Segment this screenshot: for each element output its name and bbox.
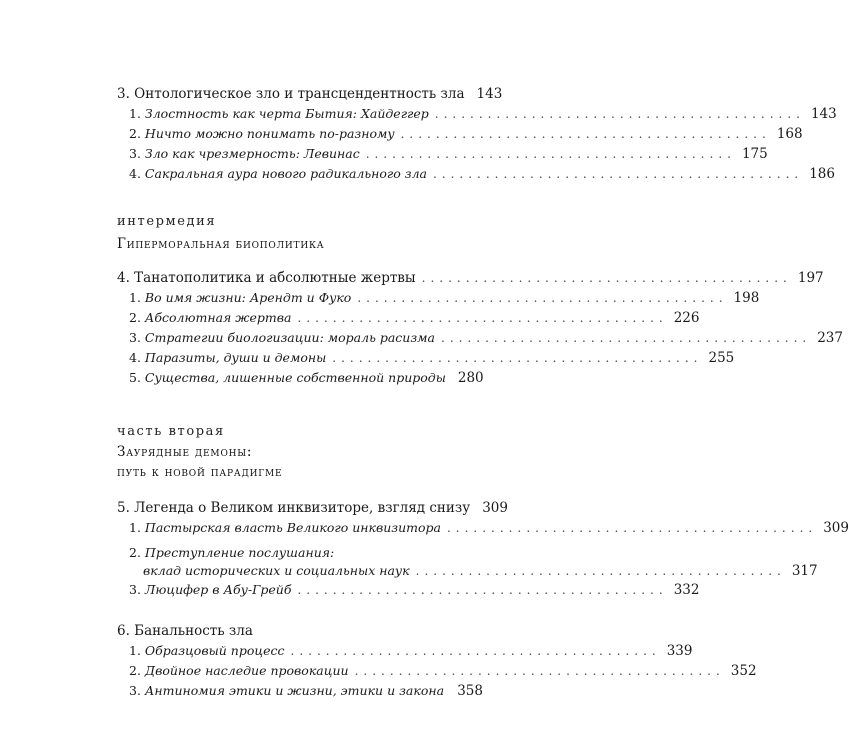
page-number: 309: [482, 500, 508, 516]
toc-entry-section[interactable]: [129, 290, 760, 310]
entry-title: 1. Злостность как черта Бытия: Хайдеггер: [129, 106, 429, 121]
toc-entry-section[interactable]: [129, 520, 849, 540]
page-number: 143: [476, 86, 503, 102]
entry-title-continued: вклад исторических и социальных наук: [143, 563, 410, 578]
interlude-title: Гиперморальная биополитика: [117, 236, 325, 252]
toc-entry-section[interactable]: [129, 582, 700, 602]
toc-entry-section[interactable]: [129, 663, 757, 683]
interlude-label: интермедия: [117, 214, 217, 229]
toc-entry-section[interactable]: [129, 126, 803, 146]
leader-dots: ..........................................: [432, 167, 804, 181]
leader-dots: ..........................................: [434, 107, 805, 121]
leader-dots: [450, 684, 451, 698]
leader-dots: ..........................................: [297, 583, 668, 597]
page-number: 198: [733, 290, 760, 306]
page-number: 317: [791, 563, 818, 579]
toc-entry-chapter[interactable]: [117, 623, 483, 643]
page-number: 280: [457, 370, 484, 386]
toc-entry-section[interactable]: [129, 683, 483, 703]
toc-entry-section-line1[interactable]: [129, 545, 483, 563]
toc-entry-section[interactable]: [129, 330, 843, 350]
entry-title: 1. Образцовый процесс: [129, 643, 285, 658]
entry-title: 3. Антиномия этики и жизни, этики и закона: [129, 683, 445, 698]
toc-entry-section[interactable]: [129, 310, 700, 330]
entry-title: 1. Пастырская власть Великого инквизитора: [129, 520, 441, 535]
leader-dots: ..........................................: [365, 147, 736, 161]
entry-title: 3. Зло как чрезмерность: Левинас: [129, 146, 360, 161]
entry-title: 2. Ничто можно понимать по-разному: [129, 126, 395, 141]
entry-title: 5. Легенда о Великом инквизиторе, взгляд снизу: [117, 500, 471, 516]
part-label: часть вторая: [117, 424, 225, 439]
entry-title: 5. Существа, лишенные собственной природы: [129, 370, 446, 385]
page-number: 309: [823, 520, 849, 536]
entry-title: 2. Двойное наследие провокации: [129, 663, 349, 678]
entry-title: 2. Абсолютная жертва: [129, 310, 292, 325]
leader-dots: ..........................................: [357, 291, 728, 305]
toc-entry-section[interactable]: [129, 166, 835, 186]
toc-entry-section-line2[interactable]: [143, 563, 818, 583]
leader-dots: ..........................................: [297, 311, 668, 325]
leader-dots: ..........................................: [441, 331, 812, 345]
page-number: 143: [810, 106, 837, 122]
entry-title: 4. Танатополитика и абсолютные жертвы: [117, 270, 416, 286]
toc-entry-chapter[interactable]: [117, 270, 824, 290]
entry-title: 4. Сакральная аура нового радикального зла: [129, 166, 427, 181]
page-number: 255: [708, 350, 735, 366]
leader-dots: ..........................................: [332, 351, 703, 365]
page-number: 175: [741, 146, 768, 162]
entry-title: 1. Во имя жизни: Арендт и Фуко: [129, 290, 352, 305]
toc-entry-section[interactable]: [129, 146, 768, 166]
leader-dots: ..........................................: [290, 644, 661, 658]
toc-entry-section[interactable]: [129, 643, 693, 663]
page-number: 358: [457, 683, 483, 699]
page-number: 197: [797, 270, 824, 286]
toc-entry-section[interactable]: [129, 350, 735, 370]
entry-title: 4. Паразиты, души и демоны: [129, 350, 327, 365]
leader-dots: ..........................................: [400, 127, 771, 141]
page-number: 226: [673, 310, 700, 326]
entry-title: 3. Люцифер в Абу-Грейб: [129, 582, 292, 597]
leader-dots: ..........................................: [421, 271, 792, 285]
page-number: 339: [666, 643, 693, 659]
toc-entry-chapter[interactable]: [117, 86, 503, 106]
page-number: 237: [817, 330, 843, 346]
page-number: 332: [673, 582, 700, 598]
entry-title: 2. Преступление послушания:: [129, 545, 335, 560]
page-number: 186: [809, 166, 835, 182]
page-number: 168: [776, 126, 803, 142]
toc-entry-chapter[interactable]: [117, 500, 508, 520]
entry-title: 3. Онтологическое зло и трансцендентность зла: [117, 86, 465, 102]
leader-dots: ..........................................: [415, 564, 786, 578]
part-title-line2: путь к новой парадигме: [117, 464, 283, 480]
entry-title: 6. Банальность зла: [117, 623, 253, 639]
leader-dots: ..........................................: [446, 521, 818, 535]
entry-title: 3. Стратегии биологизации: мораль расизма: [129, 330, 435, 345]
toc-entry-section[interactable]: [129, 370, 483, 390]
page-number: 352: [730, 663, 757, 679]
toc-entry-section[interactable]: [129, 106, 837, 126]
leader-dots: ..........................................: [354, 664, 725, 678]
part-title-line1: Заурядные демоны:: [117, 444, 253, 460]
